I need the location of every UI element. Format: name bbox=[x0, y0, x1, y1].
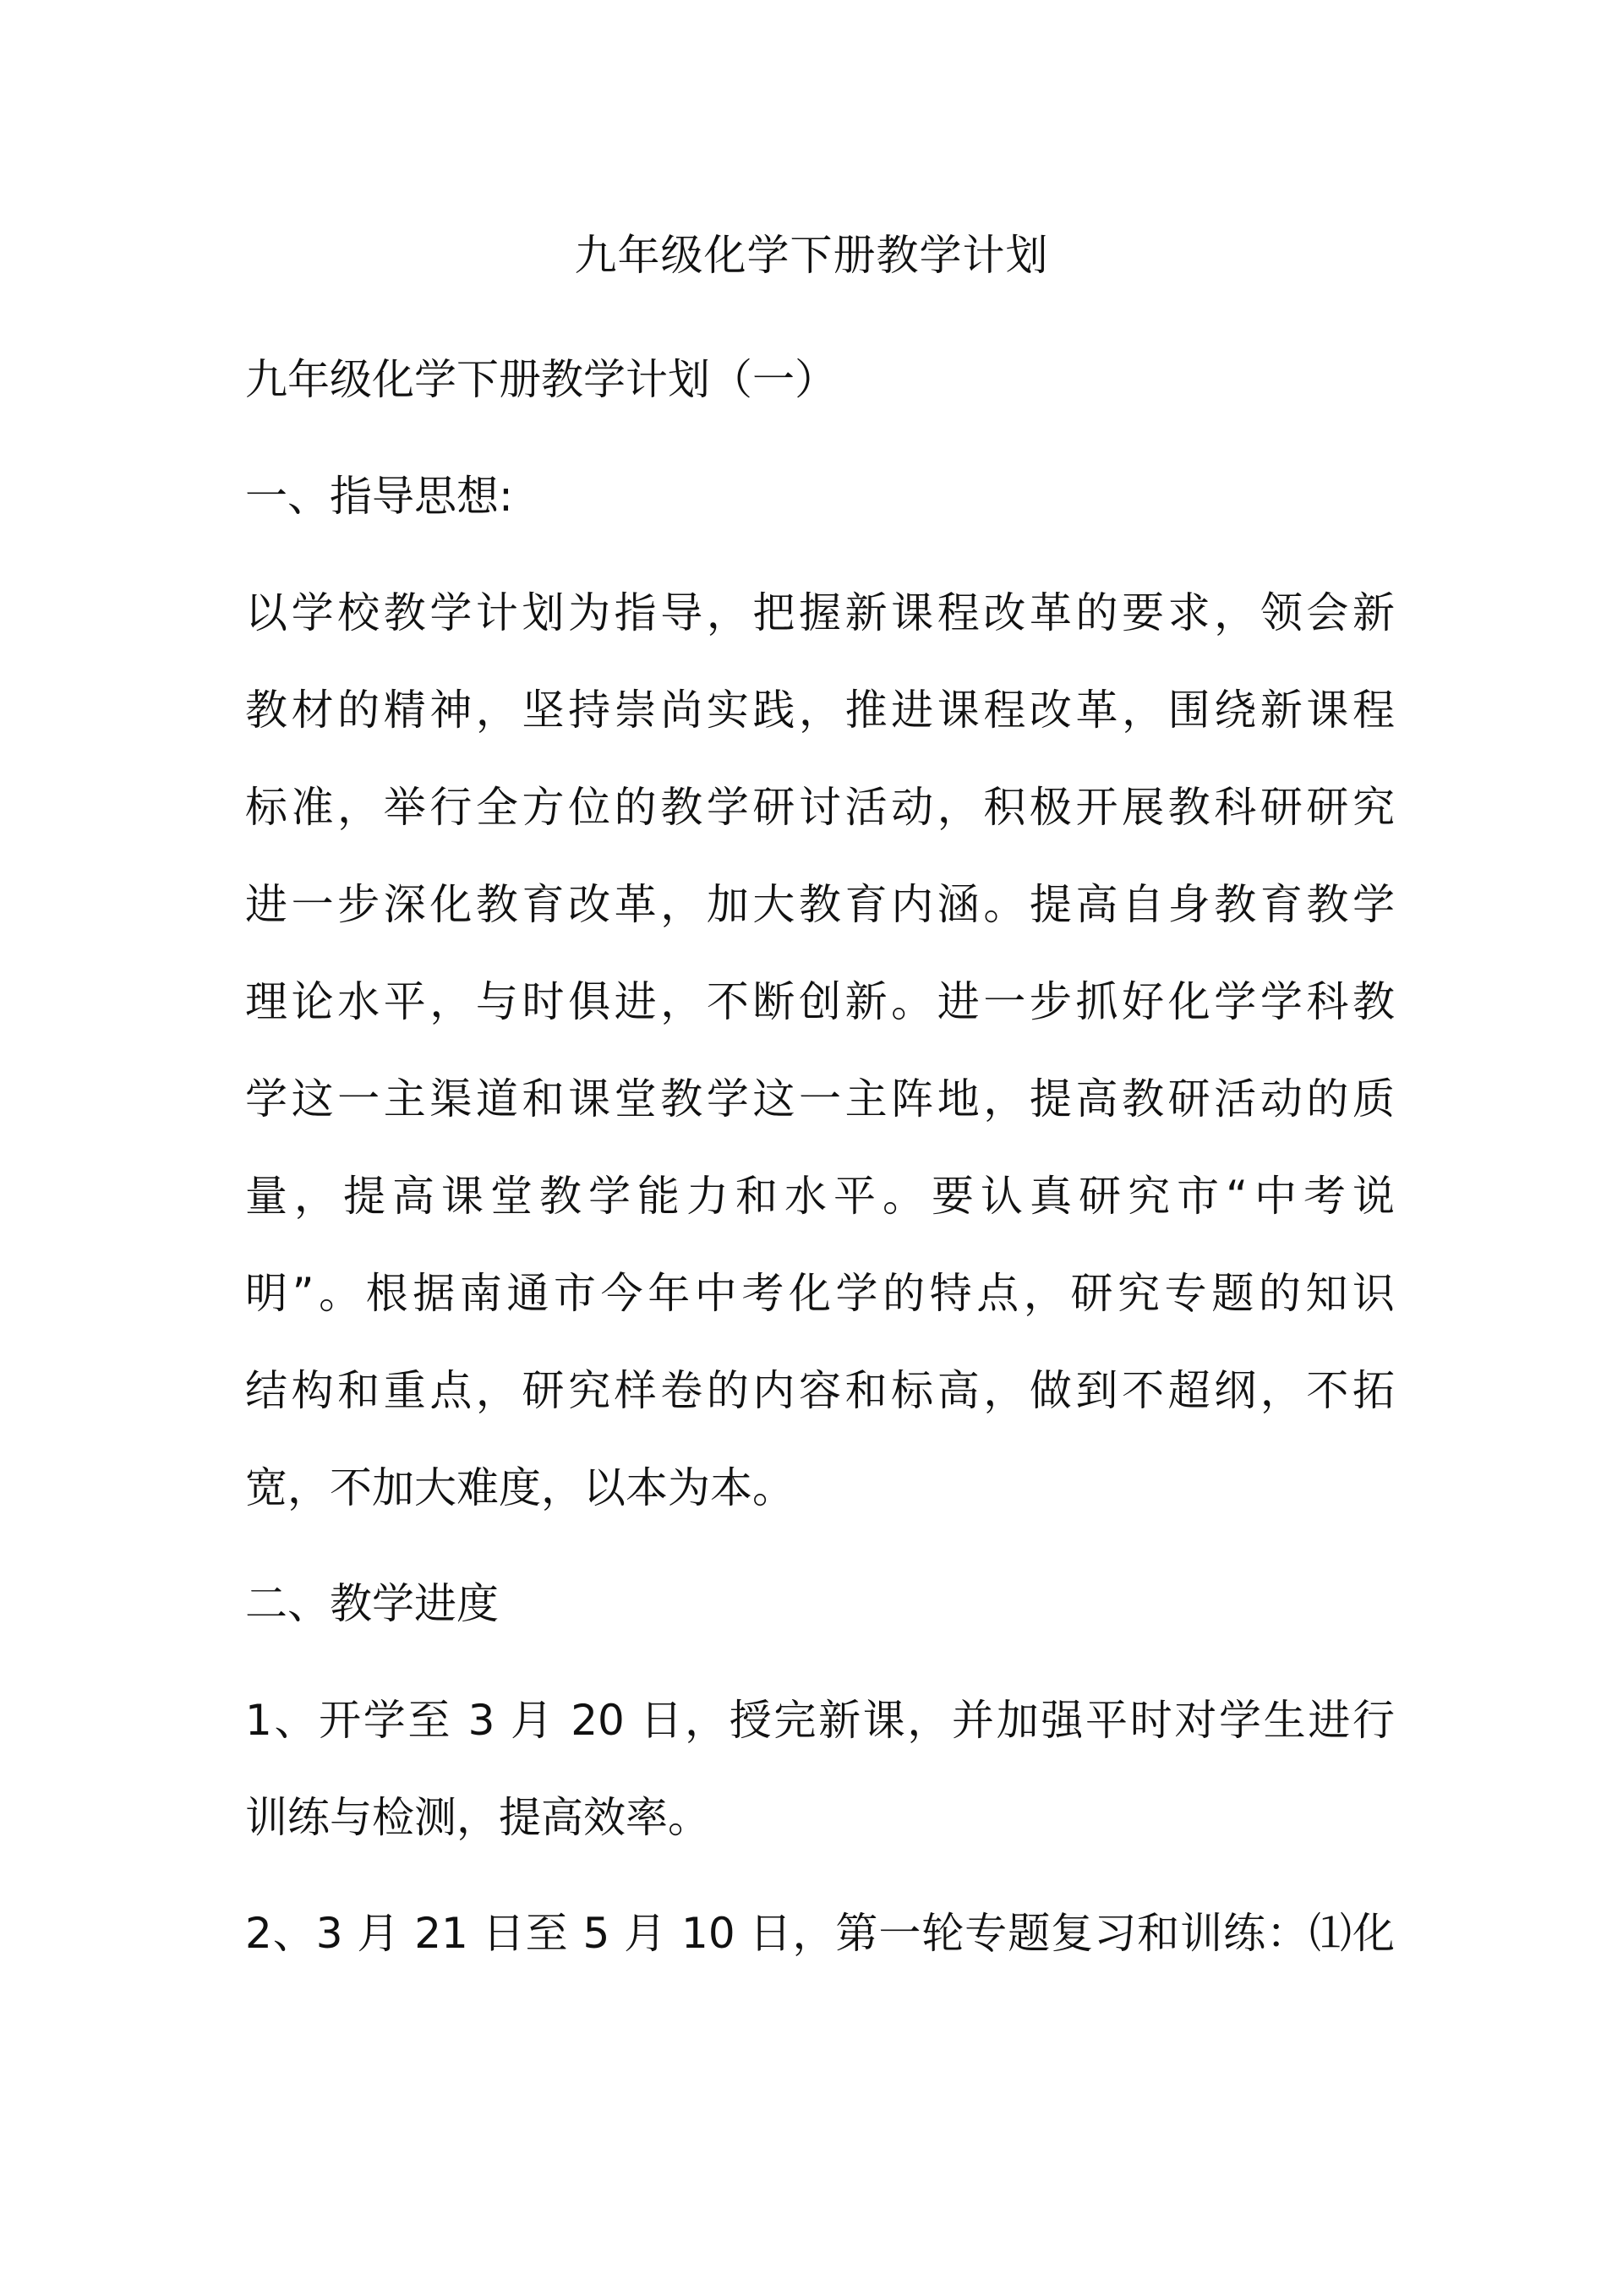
paragraph-line: 学这一主渠道和课堂教学这一主阵地，提高教研活动的质 bbox=[245, 1074, 1395, 1123]
paragraph-line: 理论水平，与时俱进，不断创新。进一步抓好化学学科教 bbox=[245, 977, 1395, 1026]
paragraph-line: 量，提高课堂教学能力和水平。要认真研究市“中考说 bbox=[245, 1172, 1395, 1221]
paragraph-line: 教材的精神，坚持崇尚实践，推进课程改革，围绕新课程 bbox=[245, 686, 1395, 735]
document-subtitle: 九年级化学下册教学计划（一） bbox=[245, 355, 837, 404]
paragraph-line: 结构和重点，研究样卷的内容和标高，做到不超纲，不拓 bbox=[245, 1366, 1395, 1415]
list-item-line: 训练与检测，提高效率。 bbox=[245, 1793, 710, 1842]
list-item-line: 1、开学至 3 月 20 日，授完新课，并加强平时对学生进行 bbox=[245, 1696, 1395, 1745]
paragraph-line: 以学校教学计划为指导，把握新课程改革的要求，领会新 bbox=[245, 588, 1395, 637]
list-item-line: 2、3 月 21 日至 5 月 10 日，第一轮专题复习和训练：⑴化 bbox=[245, 1909, 1395, 1958]
paragraph-line: 宽，不加大难度，以本为本。 bbox=[245, 1463, 795, 1512]
section-heading-teaching-progress: 二、教学进度 bbox=[245, 1579, 499, 1628]
document-title: 九年级化学下册教学计划 bbox=[574, 231, 1049, 280]
paragraph-line: 进一步深化教育改革，加大教育内涵。提高自身教育教学 bbox=[245, 880, 1395, 929]
paragraph-line: 明”。根据南通市今年中考化学的特点，研究专题的知识 bbox=[245, 1269, 1395, 1318]
section-heading-guiding-ideology: 一、指导思想: bbox=[245, 472, 513, 521]
paragraph-line: 标准，举行全方位的教学研讨活动，积极开展教科研研究 bbox=[245, 783, 1395, 832]
